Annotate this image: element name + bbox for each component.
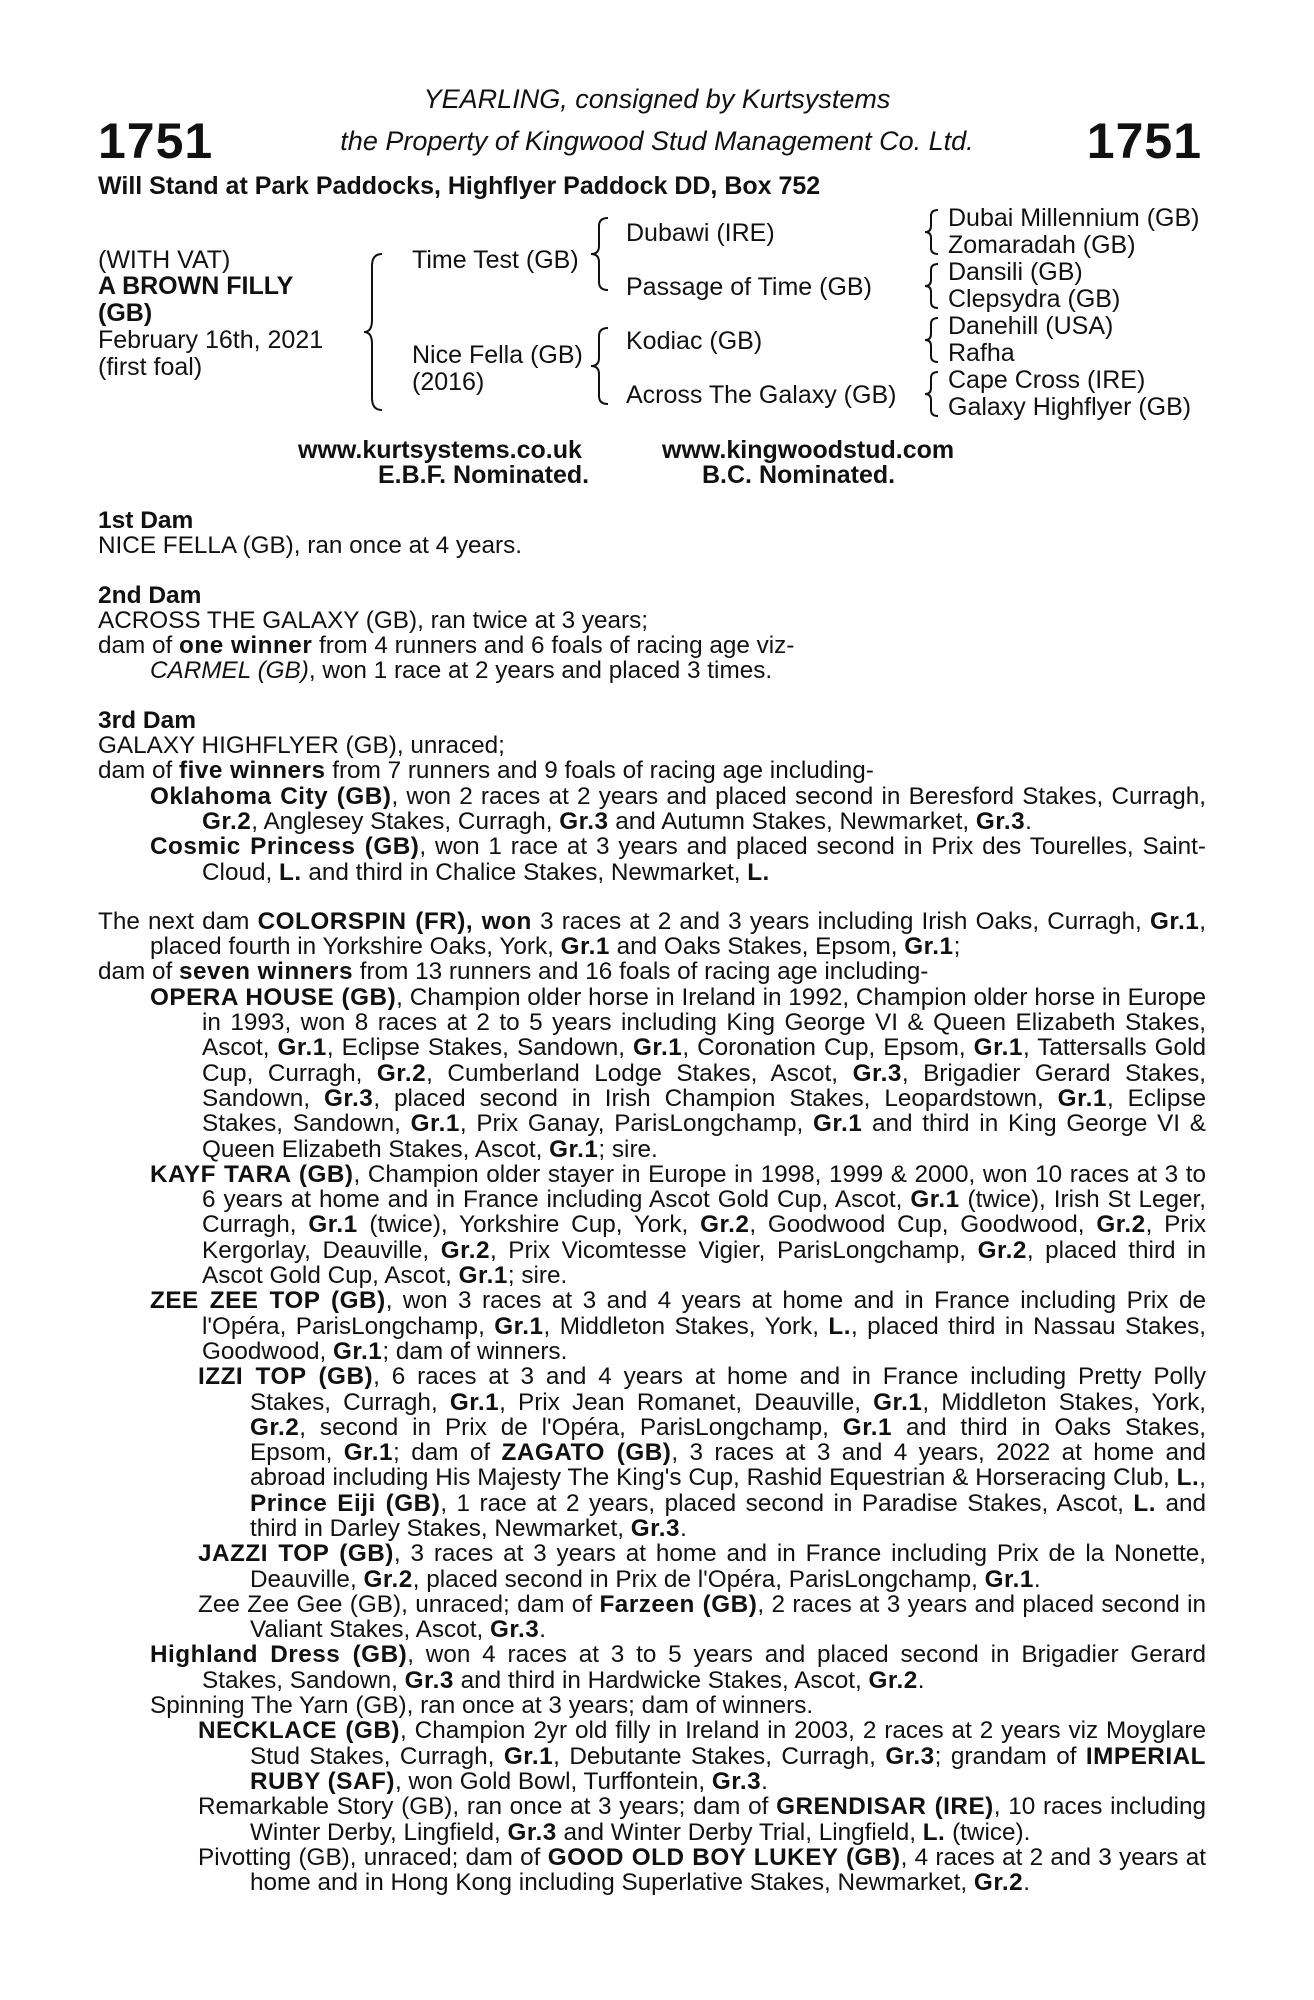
bc-nominated: B.C. Nominated. xyxy=(702,461,896,489)
third-dam-line1: GALAXY HIGHFLYER (GB), unraced; xyxy=(98,732,505,760)
progeny-spinning-the-yarn: Spinning The Yarn (GB), ran once at 3 years; dam of winners. xyxy=(150,1692,814,1720)
progeny-kayf-tara: KAYF TARA (GB), Champion older stayer in Europe in 1998, 1999 & 2000, won 10 races at 3 to 6 years at home and in France including Ascot Gold Cup, Ascot, Gr.1 (twice), Irish St Leger, Curragh, Gr.1 (twice), Yorkshire Cup, York, Gr.2, Goodwood Cup, Goodwood, Gr.2, Prix Kergorlay, Deauville, Gr.2, Prix Vicomtesse Vigier, ParisLongchamp, Gr.2, placed third in Ascot Gold Cup, Ascot, Gr.1; sire. xyxy=(150,1160,1206,1290)
stand-info: Will Stand at Park Paddocks, Highflyer Paddock DD, Box 752 xyxy=(98,172,821,200)
progeny-zee-zee-top: ZEE ZEE TOP (GB), won 3 races at 3 and 4 years at home and in France including Prix de l'Opéra, ParisLongchamp, Gr.1, Middleton Stakes, York, L., placed third in Nassau Stakes, Goodwood, Gr.1; dam of winners. xyxy=(150,1287,1207,1365)
third-dam-heading: 3rd Dam xyxy=(98,706,197,734)
progeny-opera-house: OPERA HOUSE (GB), Champion older horse in Ireland in 1992, Champion older horse in Europe in 1993, won 8 races at 2 to 5 years including King George VI & Queen Elizabeth Stakes, Ascot, Gr.1, Eclipse Stakes, Sandown, Gr.1, Coronation Cup, Epsom, Gr.1, Tattersalls Gold Cup, Curragh, Gr.2, Cumberland Lodge Stakes, Ascot, Gr.3, Brigadier Gerard Stakes, Sandown, Gr.3, placed second in Irish Champion Stakes, Leopardstown, Gr.1, Eclipse Stakes, Sandown, Gr.1, Prix Ganay, ParisLongchamp, Gr.1 and third in King George VI & Queen Elizabeth Stakes, Ascot, Gr.1; sire. xyxy=(150,983,1206,1163)
lot-number-right: 1751 xyxy=(1086,113,1202,169)
horse-note: (first foal) xyxy=(98,353,203,381)
progeny-oklahoma-city: Oklahoma City (GB), won 2 races at 2 years and placed second in Beresford Stakes, Curragh, Gr.2, Anglesey Stakes, Curragh, Gr.3 and Autumn Stakes, Newmarket, Gr.3. xyxy=(150,782,1206,835)
second-dam-progeny: CARMEL (GB), won 1 race at 2 years and placed 3 times. xyxy=(150,657,773,685)
website-kingwoodstud[interactable]: www.kingwoodstud.com xyxy=(662,436,955,464)
pedigree-dam: Nice Fella (GB) xyxy=(412,341,583,369)
horse-name-line2: (GB) xyxy=(98,299,153,327)
next-dam-colorspin: The next dam COLORSPIN (FR), won 3 races at 2 and 3 years including Irish Oaks, Curragh, Gr.1, placed fourth in Yorkshire Oaks, York, Gr.1 and Oaks Stakes, Epsom, Gr.1; xyxy=(98,907,1207,961)
second-dam-record: dam of one winner from 4 runners and 6 foals of racing age viz- xyxy=(98,632,795,660)
progeny-remarkable-story: Remarkable Story (GB), ran once at 3 years; dam of GRENDISAR (IRE), 10 races including Winter Derby, Lingfield, Gr.3 and Winter Derby Trial, Lingfield, L. (twice). xyxy=(198,1793,1206,1846)
pedigree-dam-sire: Kodiac (GB) xyxy=(626,327,763,355)
pedigree-sds: Dansili (GB) xyxy=(948,258,1083,286)
pedigree-dss: Danehill (USA) xyxy=(948,312,1114,340)
pedigree-ssd: Zomaradah (GB) xyxy=(948,231,1136,259)
horse-name-line1: A BROWN FILLY xyxy=(98,272,294,300)
progeny-necklace: NECKLACE (GB), Champion 2yr old filly in Ireland in 2003, 2 races at 2 years viz Moyglare Stud Stakes, Curragh, Gr.1, Debutante Stakes, Curragh, Gr.3; grandam of IMPERIAL RUBY (SAF), won Gold Bowl, Turffontein, Gr.3. xyxy=(198,1717,1206,1795)
pedigree-brace-ss xyxy=(922,208,942,256)
pedigree-dsd: Rafha xyxy=(948,339,1015,367)
property-line: the Property of Kingwood Stud Management Co. Ltd. xyxy=(340,126,974,156)
second-dam-line1: ACROSS THE GALAXY (GB), ran twice at 3 years; xyxy=(98,606,649,634)
pedigree-sss: Dubai Millennium (GB) xyxy=(948,204,1200,232)
pedigree-brace-ds xyxy=(922,316,942,364)
third-dam-record: dam of five winners from 7 runners and 9 foals of racing age including- xyxy=(98,757,874,785)
pedigree-brace-dam xyxy=(588,326,614,406)
progeny-highland-dress: Highland Dress (GB), won 4 races at 3 to 5 years and placed second in Brigadier Gerard Stakes, Sandown, Gr.3 and third in Hardwicke Stakes, Ascot, Gr.2. xyxy=(150,1641,1206,1694)
pedigree-sire-sire: Dubawi (IRE) xyxy=(626,219,775,247)
pedigree-dam-dam: Across The Galaxy (GB) xyxy=(626,381,897,409)
second-dam-heading: 2nd Dam xyxy=(98,581,202,609)
pedigree-dds: Cape Cross (IRE) xyxy=(948,366,1146,394)
progeny-izzi-top: IZZI TOP (GB), 6 races at 3 and 4 years at home and in France including Pretty Polly Stakes, Curragh, Gr.1, Prix Jean Romanet, Deauville, Gr.1, Middleton Stakes, York, Gr.2, second in Prix de l'Opéra, ParisLongchamp, Gr.1 and third in Oaks Stakes, Epsom, Gr.1; dam of ZAGATO (GB), 3 races at 3 and 4 years, 2022 at home and abroad including His Majesty The King's Cup, Rashid Equestrian & Horseracing Club, L., Prince Eiji (GB), 1 race at 2 years, placed second in Paradise Stakes, Ascot, L. and third in Darley Stakes, Newmarket, Gr.3. xyxy=(198,1363,1207,1542)
pedigree-sdd: Clepsydra (GB) xyxy=(948,285,1121,313)
pedigree-brace-main xyxy=(360,252,390,412)
progeny-cosmic-princess: Cosmic Princess (GB), won 1 race at 3 years and placed second in Prix des Tourelles, Saint-Cloud, L. and third in Chalice Stakes, Newmarket, L. xyxy=(150,833,1206,886)
progeny-jazzi-top: JAZZI TOP (GB), 3 races at 3 years at home and in France including Prix de la Nonette, Deauville, Gr.2, placed second in Prix de l'Opéra, ParisLongchamp, Gr.1. xyxy=(198,1540,1206,1593)
first-dam-heading: 1st Dam xyxy=(98,507,194,534)
vat-note: (WITH VAT) xyxy=(98,246,231,274)
pedigree-ddd: Galaxy Highflyer (GB) xyxy=(948,393,1192,421)
lot-number-left: 1751 xyxy=(98,113,214,169)
website-kurtsystems[interactable]: www.kurtsystems.co.uk xyxy=(298,436,582,464)
first-dam-text: NICE FELLA (GB), ran once at 4 years. xyxy=(98,532,523,560)
consignment-line: YEARLING, consigned by Kurtsystems xyxy=(423,84,891,114)
progeny-pivotting: Pivotting (GB), unraced; dam of GOOD OLD BOY LUKEY (GB), 4 races at 2 and 3 years at home and in Hong Kong including Superlative Stakes, Newmarket, Gr.2. xyxy=(198,1843,1206,1897)
pedigree-brace-sd xyxy=(922,262,942,310)
ebf-nominated: E.B.F. Nominated. xyxy=(378,461,590,489)
pedigree-brace-sire xyxy=(588,216,614,292)
horse-dob: February 16th, 2021 xyxy=(98,326,324,354)
catalogue-body xyxy=(98,508,1206,1895)
pedigree-sire-dam: Passage of Time (GB) xyxy=(626,273,872,301)
pedigree-brace-dd xyxy=(922,370,942,418)
progeny-zee-zee-gee: Zee Zee Gee (GB), unraced; dam of Farzeen (GB), 2 races at 3 years and placed second in Valiant Stakes, Ascot, Gr.3. xyxy=(198,1590,1207,1644)
pedigree-dam-year: (2016) xyxy=(412,368,485,396)
next-dam-record: dam of seven winners from 13 runners and 16 foals of racing age including- xyxy=(98,958,929,986)
pedigree-sire: Time Test (GB) xyxy=(412,246,579,274)
